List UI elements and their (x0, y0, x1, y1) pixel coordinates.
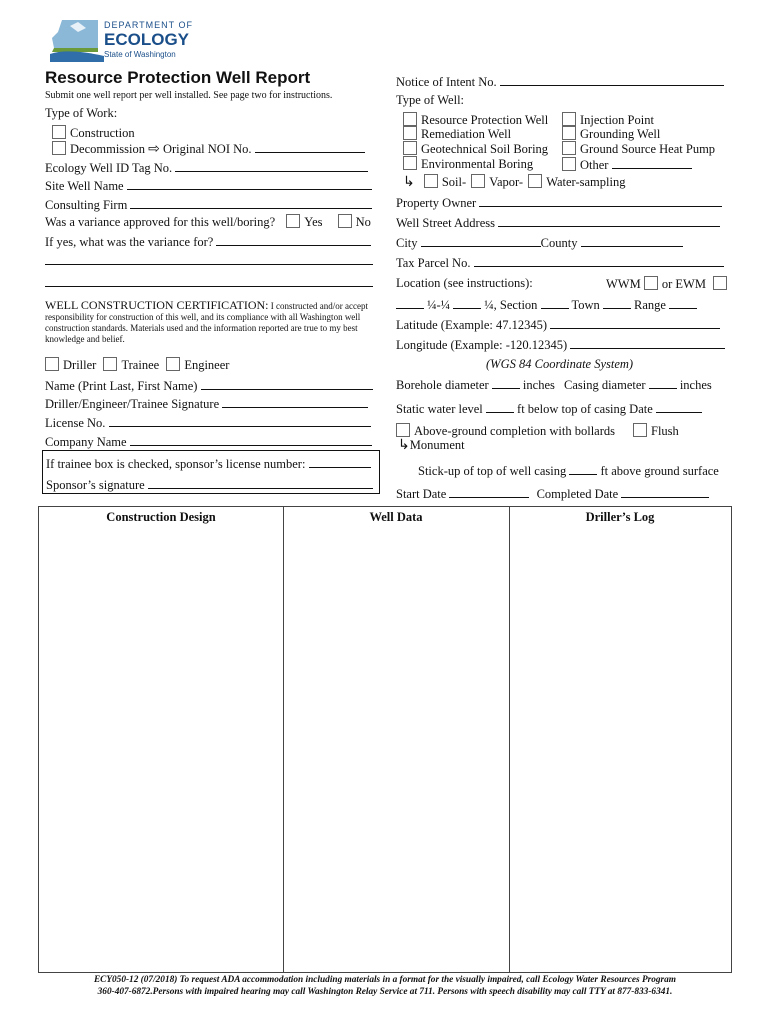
type-of-work-label: Type of Work: (45, 106, 118, 120)
start-date-field[interactable] (449, 485, 529, 498)
casing-field[interactable] (649, 376, 677, 389)
column-header-construction-design: Construction Design (106, 510, 216, 524)
sponsor-license-label: If trainee box is checked, sponsor’s license number: (46, 457, 306, 471)
parcel-field[interactable] (474, 254, 724, 267)
trainee-checkbox[interactable] (103, 357, 117, 371)
geotech-checkbox[interactable] (403, 141, 417, 155)
borehole-label: Borehole diameter (396, 378, 489, 392)
borehole-inches: inches (522, 378, 555, 392)
latitude-label: Latitude (Example: 47.12345) (396, 318, 548, 332)
remediation-label: Remediation Well (421, 127, 512, 141)
ewm-label: or EWM (661, 277, 706, 291)
latitude-field[interactable] (550, 316, 720, 329)
above-ground-checkbox[interactable] (396, 423, 410, 437)
other-field[interactable] (612, 156, 692, 169)
license-label: License No. (45, 416, 106, 430)
injection-checkbox[interactable] (562, 112, 576, 126)
range-field[interactable] (669, 296, 697, 309)
original-noi-field[interactable] (255, 140, 365, 153)
grounding-label: Grounding Well (580, 127, 661, 141)
injection-label: Injection Point (580, 113, 654, 127)
sponsor-box (42, 450, 380, 494)
other-checkbox[interactable] (562, 157, 576, 171)
city-field[interactable] (421, 234, 541, 247)
soil-checkbox[interactable] (424, 174, 438, 188)
location-label: Location (see instructions): (396, 276, 533, 290)
flush-label: Flush (651, 424, 679, 438)
company-label: Company Name (45, 435, 127, 449)
construction-design-area[interactable] (39, 507, 283, 972)
static-date-label: Date (629, 402, 653, 416)
notice-label: Notice of Intent No. (396, 75, 497, 89)
stickup-field[interactable] (569, 462, 597, 475)
completed-date-label: Completed Date (536, 487, 619, 501)
footer-line-1: ECY050-12 (07/2018) To request ADA accommodation including materials in a format for the visually impaired, call Ecology Water Resources Program (93, 975, 677, 985)
footer (20, 974, 750, 998)
ft-above-label: ft above ground surface (600, 464, 719, 478)
ewm-checkbox[interactable] (713, 276, 727, 290)
well-data-area[interactable] (284, 507, 509, 972)
name-field[interactable] (201, 377, 373, 390)
engineer-label: Engineer (184, 358, 230, 372)
geotech-label: Geotechnical Soil Boring (421, 142, 549, 156)
washington-map-icon (48, 18, 106, 62)
variance-line-3[interactable] (45, 286, 373, 287)
owner-label: Property Owner (396, 196, 477, 210)
notice-field[interactable] (500, 73, 724, 86)
flush-checkbox[interactable] (633, 423, 647, 437)
ecology-logo (48, 18, 198, 63)
gshp-checkbox[interactable] (562, 141, 576, 155)
rpw-checkbox[interactable] (403, 112, 417, 126)
street-label: Well Street Address (396, 216, 495, 230)
completed-date-field[interactable] (621, 485, 709, 498)
certification-text: I constructed and/or accept responsibility for construction of this well, and its compliance with all Washington well construction standards. Materials used and the information reported are true to my best knowledge and belief. (45, 301, 368, 344)
sponsor-license-field[interactable] (309, 455, 371, 468)
county-field[interactable] (581, 234, 683, 247)
site-well-name-field[interactable] (127, 177, 372, 190)
env-label: Environmental Boring (421, 157, 534, 171)
water-sampling-label: Water-sampling (546, 175, 626, 189)
page-title: Resource Protection Well Report (45, 68, 311, 87)
qq-field[interactable] (396, 296, 424, 309)
logo-department: DEPARTMENT OF (104, 20, 194, 30)
construction-checkbox[interactable] (52, 125, 66, 139)
start-date-label: Start Date (396, 487, 447, 501)
range-label: Range (634, 298, 666, 312)
logo-state: State of Washington (104, 50, 176, 59)
variance-what-label: If yes, what was the variance for? (45, 235, 214, 249)
company-field[interactable] (130, 433, 372, 446)
static-label: Static water level (396, 402, 483, 416)
variance-yes-label: Yes (304, 215, 323, 229)
remediation-checkbox[interactable] (403, 126, 417, 140)
column-header-drillers-log: Driller’s Log (585, 510, 655, 524)
stickup-label: Stick-up of top of well casing (418, 464, 567, 478)
water-sampling-checkbox[interactable] (528, 174, 542, 188)
sponsor-signature-field[interactable] (148, 476, 373, 489)
grounding-checkbox[interactable] (562, 126, 576, 140)
variance-line-2[interactable] (45, 264, 373, 265)
other-label: Other (580, 158, 609, 172)
turn-arrow-icon-2: ↳ (398, 438, 410, 453)
consulting-firm-field[interactable] (130, 196, 372, 209)
signature-field[interactable] (222, 395, 368, 408)
wwm-checkbox[interactable] (644, 276, 658, 290)
logo-ecology: ECOLOGY (104, 30, 190, 49)
signature-label: Driller/Engineer/Trainee Signature (45, 397, 220, 411)
gshp-label: Ground Source Heat Pump (580, 142, 716, 156)
arrow-right-icon: ⇨ (148, 142, 160, 157)
static-field[interactable] (486, 400, 514, 413)
consulting-firm-label: Consulting Firm (45, 198, 128, 212)
decommission-label: Decommission (70, 142, 145, 156)
certification-title: WELL CONSTRUCTION CERTIFICATION: (45, 298, 269, 312)
q-field[interactable] (453, 296, 481, 309)
engineer-checkbox[interactable] (166, 357, 180, 371)
wgs-note: (WGS 84 Coordinate System) (486, 357, 634, 371)
decommission-checkbox[interactable] (52, 141, 66, 155)
casing-label: Casing diameter (563, 378, 646, 392)
town-label: Town (571, 298, 600, 312)
rpw-label: Resource Protection Well (421, 113, 549, 127)
env-checkbox[interactable] (403, 156, 417, 170)
soil-label: Soil- (441, 175, 467, 189)
type-of-well-label: Type of Well: (396, 93, 465, 107)
vapor-label: Vapor- (489, 175, 524, 189)
certification-block (45, 300, 375, 345)
city-label: City (396, 236, 418, 250)
variance-no-checkbox[interactable] (338, 214, 352, 228)
driller-label: Driller (63, 358, 97, 372)
ecology-tag-label: Ecology Well ID Tag No. (45, 161, 173, 175)
qq-label: ¼-¼ (427, 298, 451, 312)
sponsor-signature-label: Sponsor’s signature (46, 478, 145, 492)
monument-label: Monument (409, 438, 465, 452)
longitude-field[interactable] (570, 336, 725, 349)
construction-label: Construction (70, 126, 135, 140)
section-label: ¼, Section (484, 298, 538, 312)
parcel-label: Tax Parcel No. (396, 256, 471, 270)
license-field[interactable] (109, 414, 371, 427)
owner-field[interactable] (479, 194, 722, 207)
column-header-well-data: Well Data (369, 510, 423, 524)
street-field[interactable] (498, 214, 720, 227)
ft-below-label: ft below top of casing (517, 402, 627, 416)
ecology-tag-field[interactable] (175, 159, 368, 172)
casing-inches: inches (679, 378, 712, 392)
variance-question: Was a variance approved for this well/boring? (45, 215, 276, 229)
above-ground-label: Above-ground completion with bollards (414, 424, 616, 438)
town-field[interactable] (603, 296, 631, 309)
footer-line-2: 360-407-6872.Persons with impaired hearing may call Washington Relay Service at 711. Persons with speech disability may call TTY at 877-833-6341. (97, 987, 673, 997)
driller-checkbox[interactable] (45, 357, 59, 371)
wwm-label: WWM (606, 277, 641, 291)
trainee-label: Trainee (121, 358, 160, 372)
county-label: County (540, 236, 578, 250)
variance-what-field[interactable] (216, 233, 371, 246)
original-noi-label: Original NOI No. (162, 142, 252, 156)
section-field[interactable] (541, 296, 569, 309)
static-date-field[interactable] (656, 400, 702, 413)
borehole-field[interactable] (492, 376, 520, 389)
variance-yes-checkbox[interactable] (286, 214, 300, 228)
site-well-name-label: Site Well Name (45, 179, 124, 193)
well-log-table (38, 506, 732, 973)
longitude-label: Longitude (Example: -120.12345) (396, 338, 568, 352)
turn-arrow-icon: ↳ (403, 175, 415, 190)
vapor-checkbox[interactable] (471, 174, 485, 188)
drillers-log-area[interactable] (510, 507, 731, 972)
subtitle: Submit one well report per well installed. See page two for instructions. (45, 90, 333, 101)
variance-no-label: No (355, 215, 371, 229)
name-label: Name (Print Last, First Name) (45, 379, 198, 393)
